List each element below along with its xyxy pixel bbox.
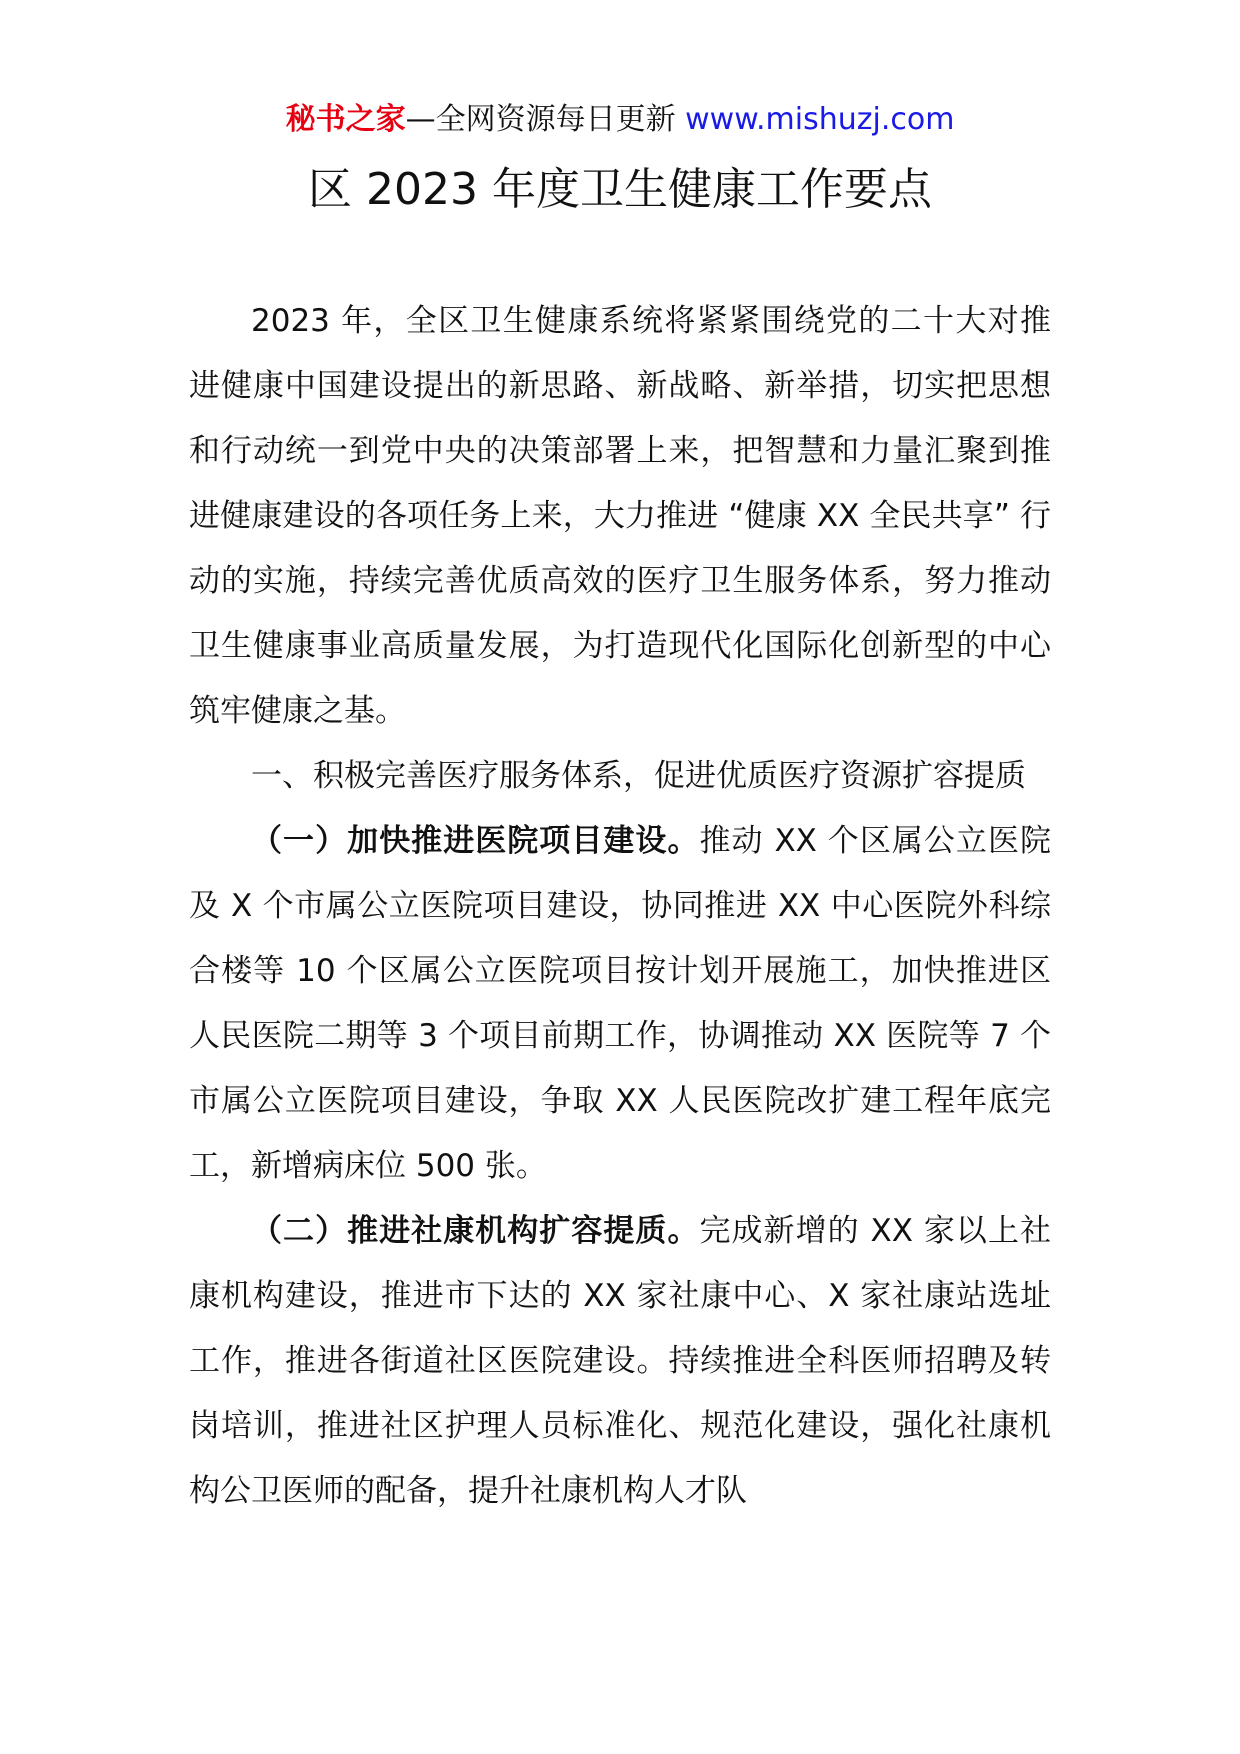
site-header xyxy=(0,100,1240,140)
header-slogan: —全网资源每日更新 xyxy=(405,102,686,137)
item-1-title: （一）加快推进医院项目建设。 xyxy=(251,823,700,859)
section-heading-1: 一、积极完善医疗服务体系，促进优质医疗资源扩容提质 xyxy=(251,758,1026,794)
item-2-paragraph xyxy=(189,1199,1051,1524)
document-body xyxy=(189,289,1051,1524)
site-url-link[interactable]: www.mishuzj.com xyxy=(685,102,955,137)
item-1-body: 推动 XX 个区属公立医院及 X 个市属公立医院项目建设，协同推进 XX 中心医院外科综合楼等 10 个区属公立医院项目按计划开展施工，加快推进区人民医院二期等 3 个项目前期工作，协调推动 XX 医院等 7 个市属公立医院项目建设，争取 XX 人民医院改扩建工程年底完工，新增病床位 500 张。 xyxy=(189,823,1052,1184)
brand-name: 秘书之家 xyxy=(285,102,406,137)
document-title: 区 2023 年度卫生健康工作要点 xyxy=(308,164,932,215)
item-2-body: 完成新增的 XX 家以上社康机构建设，推进市下达的 XX 家社康中心、X 家社康站选址工作，推进各街道社区医院建设。持续推进全科医师招聘及转岗培训，推进社区护理人员标准化、规范化建设，强化社康机构公卫医师的配备，提升社康机构人才队 xyxy=(189,1213,1052,1509)
item-2-title: （二）推进社康机构扩容提质。 xyxy=(251,1213,700,1249)
item-1-paragraph xyxy=(189,809,1051,1199)
intro-paragraph: 2023 年，全区卫生健康系统将紧紧围绕党的二十大对推进健康中国建设提出的新思路、新战略、新举措，切实把思想和行动统一到党中央的决策部署上来，把智慧和力量汇聚到推进健康建设的各项任务上来，大力推进 “健康 XX 全民共享” 行动的实施，持续完善优质高效的医疗卫生服务体系，努力推动卫生健康事业高质量发展，为打造现代化国际化创新型的中心筑牢健康之基。 xyxy=(189,303,1051,729)
